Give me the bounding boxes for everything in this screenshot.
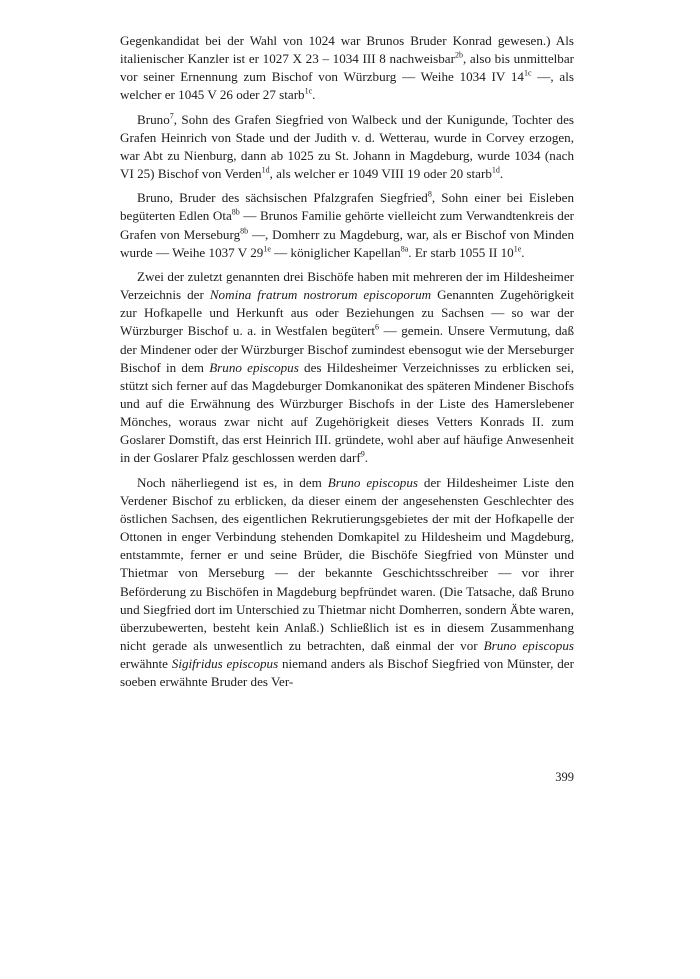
text-run: — gemein. Unsere Vermutung, daß der Mindener oder der Würzburger Bischof zumindest ebensogut wie der Merseburger Bischof in dem (120, 323, 575, 375)
italic-text: Bruno episcopus (209, 359, 299, 375)
text-run: . (499, 166, 504, 182)
text-run: erwähnte (120, 656, 172, 672)
text-run: Bruno, Bruder des sächsischen Pfalzgrafen Siegfried (137, 190, 428, 206)
text-run: der Hildesheimer Liste den Verdener Bischof zu erblicken, da dieser einem der angesehensten Geschlechter des östlichen Sachsen, des eigentlichen Rekrutierungsgebietes der mit der Hofkapelle der Ottonen in enger Verbindung stehenden Domkapitel zu Hildesheim und Magdeburg, entstammte, ferner er und seine Brüder, die Bischöfe Siegfried von Münster und Thietmar von Merseburg — der bekannte Geschichtsschreiber — vor ihrer Beförderung zu Bischöfen in Magdeburg bepfründet waren. (Die Tatsache, daß Bruno und Siegfried dort im Unterschied zu Thietmar nicht Domherren, sondern Äbte waren, überzubewerten, besteht kein Anlaß.) Schließlich ist es in diesem Zusammenhang nicht gerade als unwesentlich zu betrachten, daß einmal der vor (120, 474, 574, 653)
body-text (120, 32, 574, 691)
text-run: , als welcher er 1049 VIII 19 oder 20 starb (269, 166, 492, 182)
footnote-ref: 6 (375, 322, 379, 332)
footnote-ref: 8 (427, 189, 432, 199)
paragraph-1 (120, 32, 574, 105)
text-run: Bruno (137, 111, 170, 127)
footnote-ref: 8b (231, 208, 240, 218)
footnote-ref: 1e (513, 244, 522, 254)
italic-text: Sigifridus episcopus (171, 656, 279, 672)
text-run: — königlicher Kapellan (270, 244, 401, 260)
text-run: . (521, 244, 525, 260)
text-run: . (364, 450, 368, 466)
text-run: Noch näherliegend ist es, in dem (137, 474, 328, 490)
footnote-ref: 1d (261, 165, 270, 175)
text-run: Genannten Zugehörigkeit zur Hofkapelle und Herkunft aus oder Beziehungen zu Sachsen — so war der Würzburger Bischof u. a. in Westfalen begütert (120, 287, 574, 339)
footnote-ref: 7 (169, 111, 174, 121)
footnote-ref: 1c (304, 87, 313, 97)
text-run: —, Domherr zu Magdeburg, war, als er Bischof von Minden wurde — Weihe 1037 V 29 (120, 226, 574, 260)
paragraph-5 (120, 474, 574, 692)
text-run: niemand anders als Bischof Siegfried von Münster, der soeben erwähnte Bruder des Ver- (120, 656, 574, 690)
text-run: , also bis unmittelbar vor seiner Ernennung zum Bischof von Würzburg — Weihe 1034 IV 14 (120, 51, 574, 85)
text-run: — Brunos Familie gehörte vielleicht zum Verwandtenkreis der Grafen von Merseburg (120, 208, 574, 242)
paragraph-2 (120, 111, 574, 184)
text-run: , Sohn einer bei Eisleben begüterten Edlen Ota (120, 190, 574, 224)
page-number: 399 (555, 770, 574, 784)
footnote-ref: 9 (360, 450, 365, 460)
footnote-ref: 1e (263, 244, 271, 254)
footnote-ref: 8a (400, 244, 409, 254)
text-run: , Sohn des Grafen Siegfried von Walbeck und der Kunigunde, Tochter des Grafen Heinrich von Stade und der Judith v. d. Wetterau, wurde in Corvey erzogen, war Abt zu Nienburg, dann ab 1025 zu St. Johann in Magdeburg, wurde 1034 (nach VI 25) Bischof von Verden (120, 111, 574, 182)
text-run: des Hildesheimer Verzeichnisses zu erblicken sei, stützt sich ferner auf das Magdeburger Domkanonikat des späteren Mindener Bischofs und auf die Erwähnung des Würzburger Bischofs in der Liste des Hamerslebener Mönches, woraus zwar nicht auf Zugehörigkeit dieses Vetters Konrads II. zum Goslarer Domstift, das erst Heinrich III. gründete, wohl aber auf häufige Anwesenheit in der Goslarer Pfalz geschlossen werden darf (120, 359, 574, 466)
text-run: Zwei der zuletzt genannten drei Bischöfe haben mit mehreren der im Hildesheimer Verzeichnis der (120, 268, 574, 303)
italic-text: Bruno episcopus (327, 474, 419, 490)
footnote-ref: 1d (491, 165, 500, 175)
text-run: Gegenkandidat bei der Wahl von 1024 war Brunos Bruder Konrad gewesen.) Als italienischer Kanzler ist er 1027 X 23 – 1034 III 8 nachweisbar (120, 33, 574, 67)
footnote-ref: 2b (454, 50, 463, 60)
footnote-ref: 1c (523, 68, 532, 78)
paragraph-4 (120, 268, 574, 468)
text-run: . (312, 87, 316, 103)
italic-text: Nomina fratrum nostrorum episcoporum (209, 287, 432, 303)
text-run: . Er starb 1055 II 10 (408, 244, 514, 260)
italic-text: Bruno episcopus (483, 638, 574, 653)
footnote-ref: 8b (240, 226, 249, 236)
text-run: —, als welcher er 1045 V 26 oder 27 starb (120, 69, 574, 103)
paragraph-3 (120, 189, 574, 262)
